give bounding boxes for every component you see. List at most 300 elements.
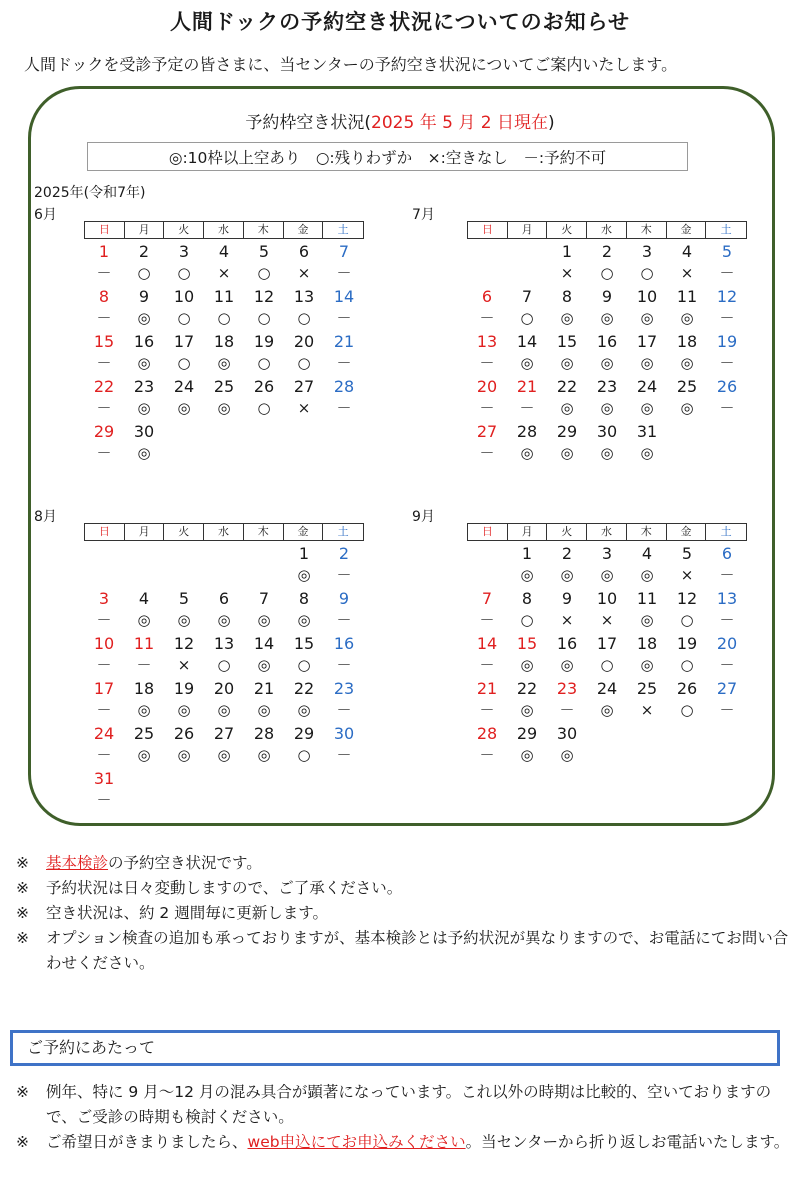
web-application-link[interactable]: web申込にてお申込みください	[247, 1133, 466, 1151]
day-number: 2	[561, 544, 573, 563]
availability-mark: ◎	[137, 354, 151, 372]
day-number: 3	[178, 242, 190, 261]
day-number: 14	[476, 634, 498, 653]
availability-mark: －	[336, 746, 352, 764]
notes-list	[16, 851, 796, 976]
availability-mark: ×	[297, 264, 311, 282]
weekday-cell: 土	[720, 223, 732, 236]
day-row	[467, 588, 747, 610]
availability-mark: ◎	[297, 566, 311, 584]
note-item	[16, 901, 796, 926]
notes-list-2	[16, 1080, 796, 1155]
availability-mark: －	[336, 354, 352, 372]
availability-mark: ◎	[137, 746, 151, 764]
availability-mark: ○	[137, 264, 151, 282]
day-row	[467, 543, 747, 565]
note-text: オプション検査の追加も承っておりますが、基本検診とは予約状況が異なりますので、お電話にてお問い合わせください。	[46, 929, 789, 972]
day-number: 22	[516, 679, 538, 698]
availability-mark: ◎	[217, 701, 231, 719]
day-number: 25	[213, 377, 235, 396]
availability-mark: ◎	[680, 309, 694, 327]
day-number: 16	[333, 634, 355, 653]
availability-mark	[587, 745, 627, 766]
day-row	[467, 376, 747, 398]
availability-mark: ◎	[297, 701, 311, 719]
availability-row	[84, 398, 364, 419]
note-text: の予約空き状況です。	[108, 854, 262, 872]
day-number: 1	[561, 242, 573, 261]
weekday-cell: 土	[337, 223, 349, 236]
weekday-cell: 土	[337, 525, 349, 538]
status-date: 2025 年 5 月 2 日現在	[371, 113, 548, 133]
day-number: 18	[133, 679, 155, 698]
day-number: 17	[173, 332, 195, 351]
availability-mark: －	[479, 701, 495, 719]
availability-mark: ◎	[137, 611, 151, 629]
availability-mark: ◎	[137, 444, 151, 462]
availability-row	[84, 443, 364, 464]
day-number: 25	[133, 724, 155, 743]
weekday-cell: 火	[547, 524, 587, 540]
day-number: 12	[716, 287, 738, 306]
availability-mark: ○	[177, 354, 191, 372]
day-row	[84, 331, 364, 353]
availability-mark: ◎	[560, 444, 574, 462]
day-number: 28	[516, 422, 538, 441]
availability-mark: －	[336, 264, 352, 282]
availability-mark	[164, 790, 204, 811]
day-number	[467, 543, 507, 565]
day-number	[124, 543, 164, 565]
weekday-header	[467, 523, 747, 541]
day-number	[204, 768, 244, 790]
availability-mark: ×	[177, 656, 191, 674]
availability-row	[467, 565, 747, 586]
day-number: 20	[716, 634, 738, 653]
basic-checkup-link[interactable]: 基本検診	[46, 854, 109, 872]
weekday-cell: 金	[667, 524, 707, 540]
availability-mark: －	[96, 701, 112, 719]
status-suffix: )	[547, 113, 555, 133]
availability-mark	[204, 790, 244, 811]
day-number: 5	[681, 544, 693, 563]
day-number: 28	[476, 724, 498, 743]
availability-mark: －	[479, 309, 495, 327]
day-number: 30	[556, 724, 578, 743]
availability-mark: ◎	[257, 701, 271, 719]
day-number: 31	[636, 422, 658, 441]
note-text-pre: ご希望日がきまりましたら、	[46, 1133, 248, 1151]
availability-mark: ◎	[640, 399, 654, 417]
availability-mark: －	[479, 746, 495, 764]
availability-mark	[164, 565, 204, 586]
weekday-cell: 木	[627, 524, 667, 540]
availability-mark: ◎	[137, 701, 151, 719]
availability-mark: －	[96, 309, 112, 327]
availability-mark: ◎	[137, 309, 151, 327]
availability-mark: －	[719, 354, 735, 372]
day-number: 26	[676, 679, 698, 698]
day-number: 11	[213, 287, 235, 306]
day-number: 2	[601, 242, 613, 261]
day-number: 10	[636, 287, 658, 306]
day-number: 3	[98, 589, 110, 608]
day-number: 27	[293, 377, 315, 396]
day-number: 10	[596, 589, 618, 608]
availability-row	[467, 353, 747, 374]
day-number: 27	[476, 422, 498, 441]
day-number: 30	[333, 724, 355, 743]
day-number: 17	[596, 634, 618, 653]
availability-mark: －	[96, 399, 112, 417]
availability-mark: ○	[520, 309, 534, 327]
availability-mark: ◎	[177, 746, 191, 764]
weekday-cell: 金	[284, 524, 324, 540]
day-row	[84, 421, 364, 443]
availability-mark: ◎	[257, 746, 271, 764]
availability-mark: ◎	[560, 354, 574, 372]
availability-mark: ◎	[177, 399, 191, 417]
day-number: 10	[93, 634, 115, 653]
availability-mark: －	[336, 566, 352, 584]
day-number: 8	[561, 287, 573, 306]
weekday-cell: 金	[284, 222, 324, 238]
availability-row	[467, 610, 747, 631]
day-number: 1	[521, 544, 533, 563]
note-mark: ※	[16, 1083, 29, 1101]
day-number: 21	[333, 332, 355, 351]
day-number: 27	[716, 679, 738, 698]
calendar-june	[84, 221, 364, 464]
day-number	[164, 768, 204, 790]
day-number: 6	[481, 287, 493, 306]
availability-mark: ◎	[520, 746, 534, 764]
availability-mark	[507, 263, 547, 284]
note-text: 予約状況は日々変動しますので、ご了承ください。	[46, 879, 403, 897]
day-number	[244, 768, 284, 790]
weekday-cell: 火	[547, 222, 587, 238]
availability-mark	[324, 443, 364, 464]
availability-mark: ◎	[520, 354, 534, 372]
day-number: 2	[138, 242, 150, 261]
availability-mark: －	[96, 746, 112, 764]
day-number: 9	[138, 287, 150, 306]
availability-mark: －	[96, 264, 112, 282]
availability-mark: －	[719, 309, 735, 327]
day-number	[284, 768, 324, 790]
availability-row	[467, 308, 747, 329]
day-number: 12	[253, 287, 275, 306]
day-number: 8	[298, 589, 310, 608]
day-number: 30	[596, 422, 618, 441]
day-number: 13	[293, 287, 315, 306]
day-number: 24	[596, 679, 618, 698]
availability-mark: ◎	[520, 566, 534, 584]
day-row	[84, 678, 364, 700]
weekday-header	[84, 221, 364, 239]
day-number: 23	[333, 679, 355, 698]
availability-mark: ○	[257, 399, 271, 417]
day-number: 4	[218, 242, 230, 261]
day-row	[84, 588, 364, 610]
availability-mark: ○	[177, 309, 191, 327]
availability-mark	[467, 565, 507, 586]
availability-mark: －	[336, 611, 352, 629]
day-number: 26	[173, 724, 195, 743]
day-number: 8	[98, 287, 110, 306]
day-number: 7	[521, 287, 533, 306]
availability-mark: －	[719, 399, 735, 417]
day-number: 18	[636, 634, 658, 653]
day-number: 19	[676, 634, 698, 653]
note-item	[16, 926, 796, 976]
day-number: 18	[676, 332, 698, 351]
day-number	[204, 421, 244, 443]
day-number: 23	[556, 679, 578, 698]
availability-mark: ○	[257, 309, 271, 327]
day-number: 17	[93, 679, 115, 698]
availability-mark: ○	[600, 264, 614, 282]
availability-mark: ◎	[640, 656, 654, 674]
legend: ◎:10枠以上空あり ○:残りわずか ×:空きなし －:予約不可	[87, 142, 688, 171]
day-number: 7	[258, 589, 270, 608]
availability-mark: ◎	[560, 566, 574, 584]
availability-mark: ◎	[520, 444, 534, 462]
day-number: 6	[298, 242, 310, 261]
status-title	[0, 108, 800, 133]
day-number: 28	[333, 377, 355, 396]
availability-mark: ◎	[177, 611, 191, 629]
calendar-september	[467, 523, 747, 766]
availability-mark: －	[519, 399, 535, 417]
note-item	[16, 1080, 796, 1130]
weekday-cell: 月	[125, 222, 165, 238]
day-row	[84, 543, 364, 565]
day-number: 1	[98, 242, 110, 261]
availability-row	[467, 745, 747, 766]
day-number: 14	[516, 332, 538, 351]
day-number: 8	[521, 589, 533, 608]
day-number: 21	[253, 679, 275, 698]
availability-mark: ○	[297, 309, 311, 327]
day-row	[84, 723, 364, 745]
day-number	[667, 723, 707, 745]
availability-mark: ◎	[680, 354, 694, 372]
weekday-cell: 日	[85, 524, 125, 540]
day-number: 13	[476, 332, 498, 351]
note-item	[16, 876, 796, 901]
day-row	[467, 723, 747, 745]
year-label: 2025年(令和7年)	[34, 185, 146, 201]
day-number: 6	[218, 589, 230, 608]
day-number: 20	[293, 332, 315, 351]
note-mark: ※	[16, 854, 29, 872]
note-mark: ※	[16, 929, 29, 947]
availability-mark: ×	[600, 611, 614, 629]
availability-mark: ○	[680, 656, 694, 674]
day-number: 16	[596, 332, 618, 351]
availability-mark	[164, 443, 204, 464]
availability-mark: ◎	[640, 354, 654, 372]
weekday-cell: 木	[244, 222, 284, 238]
day-number: 24	[173, 377, 195, 396]
availability-mark: ◎	[600, 566, 614, 584]
day-row	[467, 331, 747, 353]
day-number: 6	[721, 544, 733, 563]
day-number	[667, 421, 707, 443]
availability-mark: ◎	[520, 656, 534, 674]
note-text: 空き状況は、約 2 週間毎に更新します。	[46, 904, 328, 922]
availability-mark: ◎	[217, 354, 231, 372]
page-title: 人間ドックの予約空き状況についてのお知らせ	[169, 10, 631, 34]
day-number: 19	[173, 679, 195, 698]
day-row	[467, 421, 747, 443]
availability-mark: ○	[297, 656, 311, 674]
availability-mark: ×	[680, 264, 694, 282]
availability-mark: ◎	[600, 399, 614, 417]
availability-mark	[124, 790, 164, 811]
note-item	[16, 851, 796, 876]
weekday-cell: 水	[204, 222, 244, 238]
weekday-cell: 月	[125, 524, 165, 540]
availability-row	[84, 700, 364, 721]
day-number	[627, 723, 667, 745]
day-number: 29	[293, 724, 315, 743]
day-number: 24	[93, 724, 115, 743]
availability-mark	[204, 443, 244, 464]
day-row	[467, 241, 747, 263]
availability-mark: ◎	[560, 399, 574, 417]
day-number: 4	[138, 589, 150, 608]
availability-mark	[124, 565, 164, 586]
availability-mark: ◎	[640, 444, 654, 462]
day-number	[164, 421, 204, 443]
note-mark: ※	[16, 904, 29, 922]
weekday-cell: 火	[164, 524, 204, 540]
weekday-cell: 日	[85, 222, 125, 238]
availability-mark: －	[336, 399, 352, 417]
availability-mark: ◎	[177, 701, 191, 719]
availability-row	[467, 700, 747, 721]
day-number: 11	[133, 634, 155, 653]
day-number: 11	[636, 589, 658, 608]
availability-mark: ◎	[217, 399, 231, 417]
availability-mark: ○	[520, 611, 534, 629]
availability-mark: －	[719, 566, 735, 584]
note-mark: ※	[16, 879, 29, 897]
weekday-cell: 金	[667, 222, 707, 238]
day-number	[707, 723, 747, 745]
availability-row	[467, 655, 747, 676]
day-row	[84, 633, 364, 655]
day-number	[124, 768, 164, 790]
day-number: 21	[516, 377, 538, 396]
section-heading-box	[10, 1030, 780, 1066]
day-number: 14	[253, 634, 275, 653]
availability-mark: ◎	[520, 701, 534, 719]
day-number: 3	[641, 242, 653, 261]
availability-mark: ◎	[600, 354, 614, 372]
availability-mark: ◎	[560, 746, 574, 764]
note-mark: ※	[16, 1133, 29, 1151]
availability-row	[84, 308, 364, 329]
availability-mark: ○	[217, 656, 231, 674]
availability-mark: ◎	[257, 611, 271, 629]
day-number: 20	[213, 679, 235, 698]
month-label-august: 8月	[34, 509, 57, 525]
day-number: 29	[556, 422, 578, 441]
day-number: 29	[93, 422, 115, 441]
availability-row	[84, 353, 364, 374]
weekday-header	[467, 221, 747, 239]
day-number: 12	[676, 589, 698, 608]
day-number: 26	[716, 377, 738, 396]
availability-mark	[244, 790, 284, 811]
availability-mark: ◎	[560, 309, 574, 327]
availability-row	[467, 443, 747, 464]
availability-row	[84, 263, 364, 284]
weekday-cell: 水	[587, 524, 627, 540]
day-number: 27	[213, 724, 235, 743]
availability-row	[467, 263, 747, 284]
section-title: ご予約にあたって	[27, 1038, 156, 1057]
availability-mark: ○	[680, 701, 694, 719]
calendar-august	[84, 523, 364, 811]
availability-mark: ○	[257, 354, 271, 372]
availability-mark	[284, 443, 324, 464]
weekday-cell: 火	[164, 222, 204, 238]
day-number: 11	[676, 287, 698, 306]
day-number: 22	[93, 377, 115, 396]
availability-mark	[204, 565, 244, 586]
day-number: 20	[476, 377, 498, 396]
availability-mark	[667, 745, 707, 766]
day-number: 15	[293, 634, 315, 653]
month-label-september: 9月	[412, 509, 435, 525]
day-number: 12	[173, 634, 195, 653]
availability-row	[84, 790, 364, 811]
availability-mark: ○	[257, 264, 271, 282]
status-prefix: 予約枠空き状況(	[245, 113, 372, 133]
note-item	[16, 1130, 796, 1155]
availability-mark: ×	[217, 264, 231, 282]
availability-mark: －	[96, 444, 112, 462]
day-number: 24	[636, 377, 658, 396]
day-row	[84, 241, 364, 263]
availability-mark: ×	[560, 264, 574, 282]
day-number: 23	[596, 377, 618, 396]
weekday-cell: 日	[468, 524, 508, 540]
availability-mark	[244, 565, 284, 586]
availability-mark: ○	[297, 354, 311, 372]
day-number: 15	[93, 332, 115, 351]
day-number	[164, 543, 204, 565]
day-number: 1	[298, 544, 310, 563]
day-number: 22	[293, 679, 315, 698]
availability-mark: ◎	[560, 656, 574, 674]
day-number: 22	[556, 377, 578, 396]
availability-mark: －	[719, 701, 735, 719]
day-row	[467, 678, 747, 700]
day-row	[84, 286, 364, 308]
availability-row	[467, 398, 747, 419]
note-text-post: 。当センターから折り返しお電話いたします。	[465, 1133, 790, 1151]
availability-mark: ◎	[680, 399, 694, 417]
day-number	[244, 543, 284, 565]
availability-mark: －	[719, 264, 735, 282]
day-number: 25	[676, 377, 698, 396]
availability-mark: ◎	[640, 566, 654, 584]
